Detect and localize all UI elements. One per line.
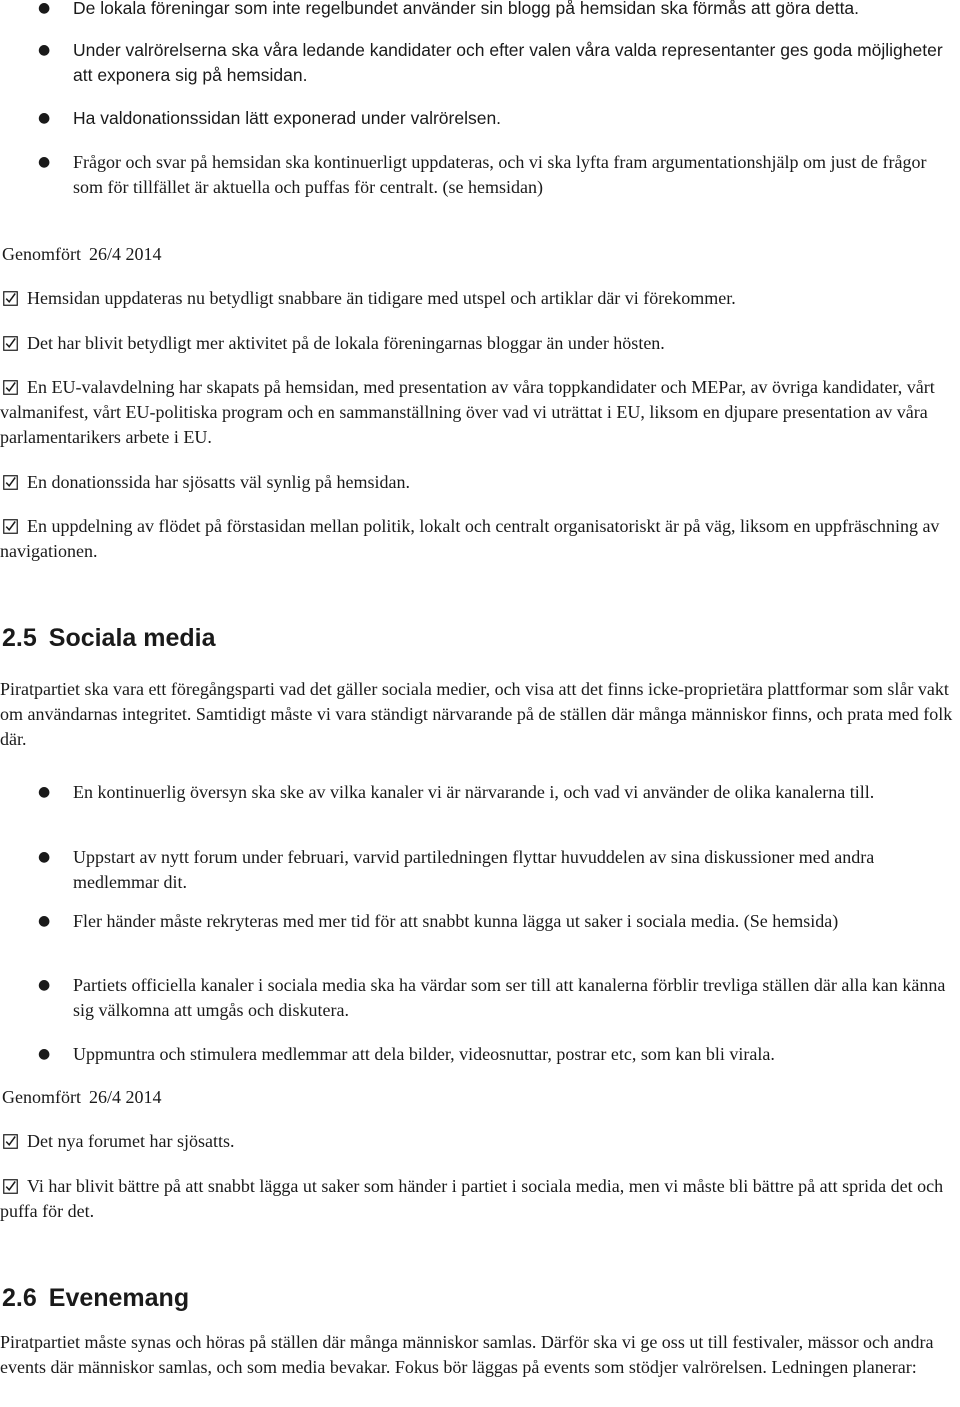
checklist-item-text: Vi har blivit bättre på att snabbt lägga ut saker som händer i partiet i sociala media, men vi måste bli bättre på att sprida det och puffa för det. — [0, 1176, 944, 1221]
list-item-text: Partiets officiella kanaler i sociala media ska ha värdar som ser till att kanalerna förblir trevliga ställen där alla kan känna sig välkomna att umgås och diskutera. — [73, 975, 946, 1020]
list-item — [0, 38, 958, 88]
list-item-text: De lokala föreningar som inte regelbundet använder sin blogg på hemsidan ska förmås att göra detta. — [73, 0, 860, 18]
checked-box-icon — [3, 1179, 18, 1194]
bullet-dot-icon: ● — [38, 1046, 51, 1062]
completed-label — [2, 1085, 162, 1110]
list-item-text: Under valrörelserna ska våra ledande kandidater och efter valen våra valda representanter ges goda möjligheter att exponera sig på hemsidan. — [73, 40, 943, 85]
bullet-dot-icon: ● — [38, 42, 51, 58]
completed-date: 26/4 2014 — [88, 244, 162, 264]
checklist-item-text: Det har blivit betydligt mer aktivitet på de lokala föreningarnas bloggar än under hösten. — [27, 333, 665, 353]
checked-box-icon — [3, 475, 18, 490]
completed-label-text: Genomfört — [2, 244, 81, 264]
list-item-text: Frågor och svar på hemsidan ska kontinuerligt uppdateras, och vi ska lyfta fram argumentationshjälp om just de frågor som för tillfället är aktuella och puffas för centralt. (se hemsidan) — [73, 152, 927, 197]
list-item-text: Fler händer måste rekryteras med mer tid för att snabbt kunna lägga ut saker i sociala media. (Se hemsida) — [73, 911, 839, 931]
bullet-dot-icon: ● — [38, 977, 51, 993]
bullet-dot-icon: ● — [38, 784, 51, 800]
list-item-text: En kontinuerlig översyn ska ske av vilka kanaler vi är närvarande i, och vad vi använder de olika kanalerna till. — [73, 782, 875, 802]
section-intro-paragraph: Piratpartiet måste synas och höras på ställen där många människor samlas. Därför ska vi ge oss ut till festivaler, mässor och andra events där människor samlas, och som media bevakar. Fokus bör läggas på events som stödjer valrörelsen. Ledningen planerar: — [0, 1332, 934, 1377]
checklist-item — [0, 331, 958, 356]
list-item — [0, 1042, 958, 1067]
checklist-item-text: En donationssida har sjösatts väl synlig på hemsidan. — [27, 472, 410, 492]
list-item — [0, 106, 958, 131]
section-heading-2-6 — [2, 1283, 189, 1313]
section-number: 2.6 — [2, 1284, 37, 1312]
completed-label — [2, 242, 162, 267]
list-item-text: Ha valdonationssidan lätt exponerad under valrörelsen. — [73, 108, 502, 128]
checklist-item — [0, 470, 958, 495]
checklist-item-text: En EU-valavdelning har skapats på hemsidan, med presentation av våra toppkandidater och MEPar, av övriga kandidater, vårt valmanifest, vårt EU-politiska program och en sammanställning över vad vi uträttat i EU, liksom en djupare presentation av våra parlamentarikers arbete i EU. — [0, 377, 935, 447]
checklist-item — [0, 1174, 958, 1224]
bullet-dot-icon: ● — [38, 110, 51, 126]
section-title: Evenemang — [48, 1284, 190, 1312]
checklist-item — [0, 286, 958, 311]
bullet-dot-icon: ● — [38, 0, 51, 16]
checked-box-icon — [3, 1134, 18, 1149]
section-heading-2-5 — [2, 623, 216, 653]
completed-label-text: Genomfört — [2, 1087, 81, 1107]
list-item — [0, 909, 958, 934]
checklist-item-text: Det nya forumet har sjösatts. — [27, 1131, 235, 1151]
checklist-item — [0, 375, 958, 450]
completed-date: 26/4 2014 — [88, 1087, 162, 1107]
bullet-dot-icon: ● — [38, 849, 51, 865]
checked-box-icon — [3, 519, 18, 534]
bullet-dot-icon: ● — [38, 913, 51, 929]
section-intro-paragraph: Piratpartiet ska vara ett föregångsparti vad det gäller sociala medier, och visa att det finns icke-proprietära plattformar som slår vakt om användarnas integritet. Samtidigt måste vi vara ständigt närvarande på de ställen där många människor finns, och prata med folk där. — [0, 679, 953, 749]
bullet-dot-icon: ● — [38, 154, 51, 170]
section-title: Sociala media — [48, 624, 216, 652]
checked-box-icon — [3, 380, 18, 395]
checked-box-icon — [3, 291, 18, 306]
checklist-item — [0, 514, 958, 564]
section-number: 2.5 — [2, 624, 37, 652]
list-item-text: Uppmuntra och stimulera medlemmar att dela bilder, videosnuttar, postrar etc, som kan bli virala. — [73, 1044, 775, 1064]
list-item — [0, 845, 958, 895]
list-item — [0, 150, 958, 200]
list-item — [0, 973, 958, 1023]
checklist-item — [0, 1129, 958, 1154]
checked-box-icon — [3, 336, 18, 351]
list-item — [0, 0, 958, 21]
list-item — [0, 780, 958, 805]
list-item-text: Uppstart av nytt forum under februari, varvid partiledningen flyttar huvuddelen av sina diskussioner med andra medlemmar dit. — [73, 847, 875, 892]
checklist-item-text: En uppdelning av flödet på förstasidan mellan politik, lokalt och centralt organisatoriskt är på väg, liksom en uppfräschning av navigationen. — [0, 516, 940, 561]
checklist-item-text: Hemsidan uppdateras nu betydligt snabbare än tidigare med utspel och artiklar där vi förekommer. — [27, 288, 736, 308]
